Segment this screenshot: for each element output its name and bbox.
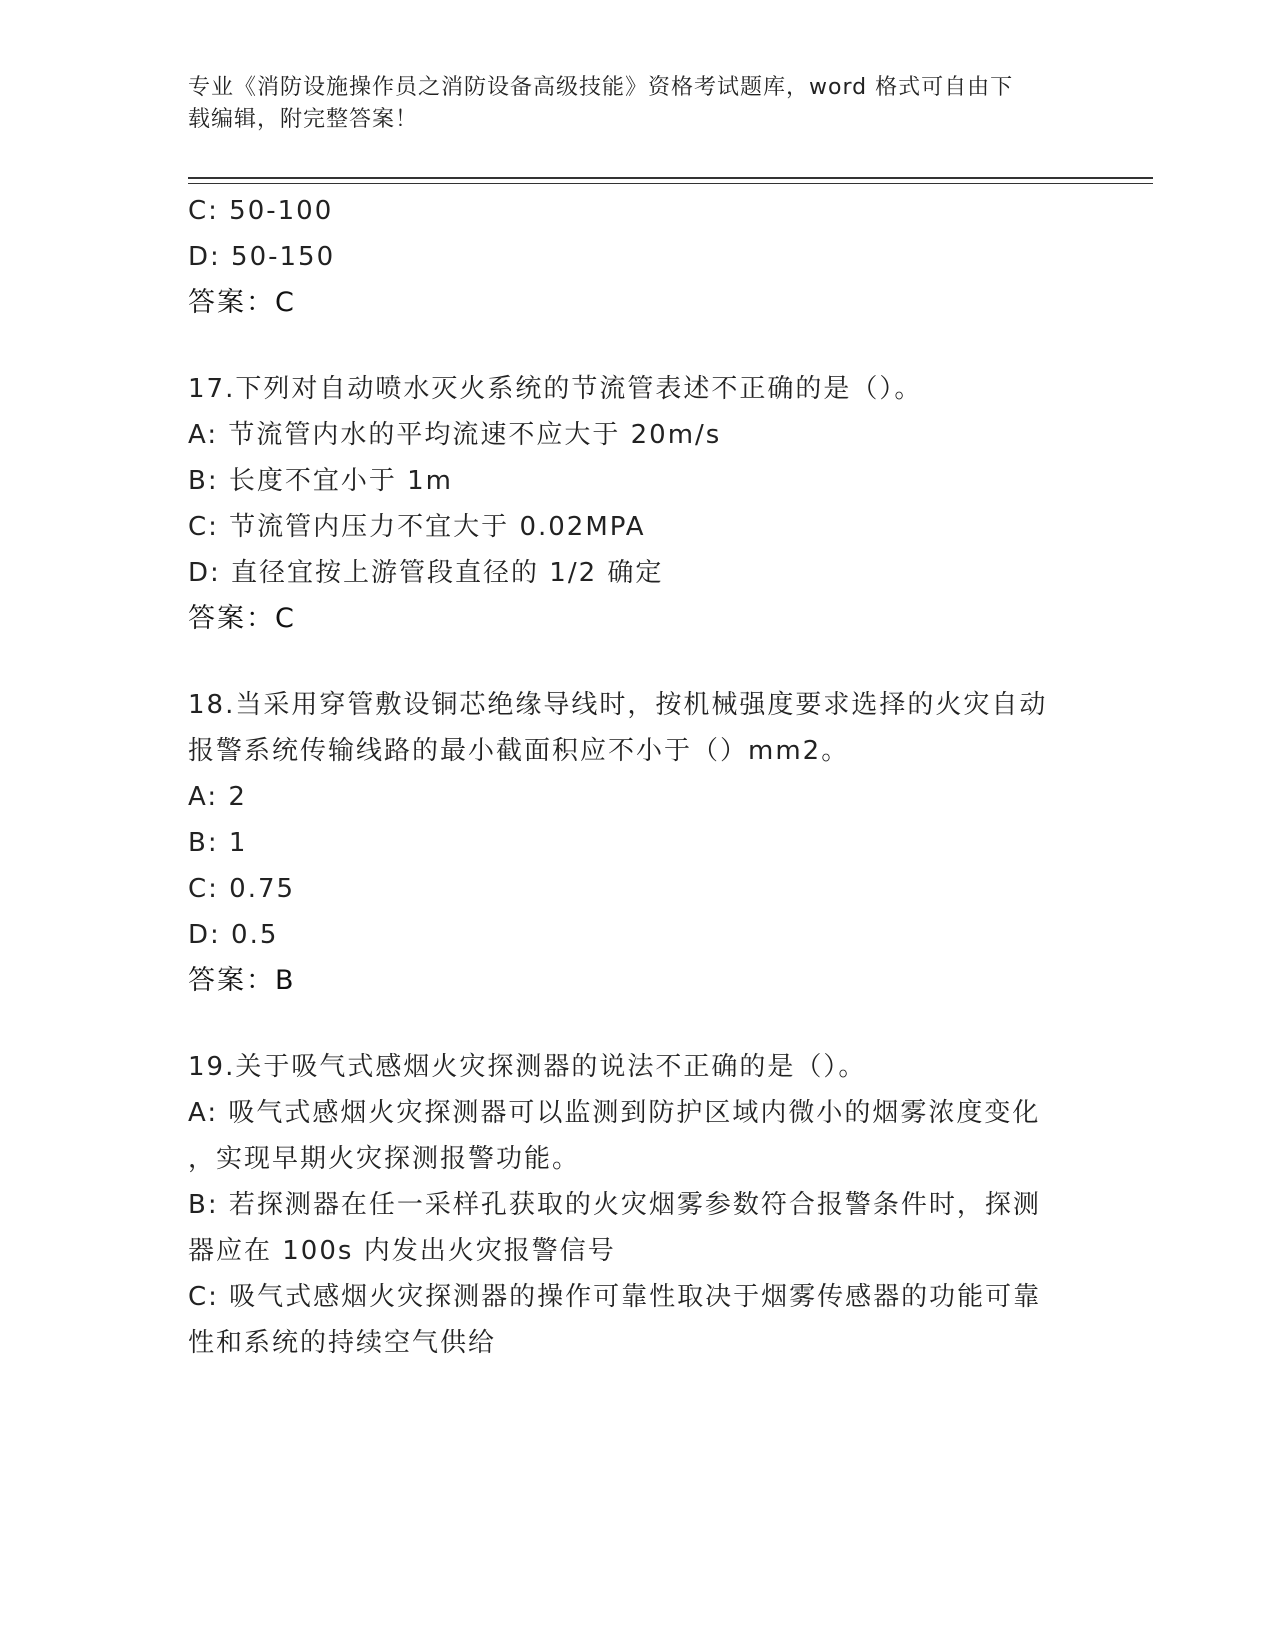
option-d: D: 0.5	[188, 920, 279, 950]
question-18	[188, 682, 1088, 1004]
option-b: B: 1	[188, 828, 248, 858]
option-a-line-1: A: 吸气式感烟火灾探测器可以监测到防护区域内微小的烟雾浓度变化	[188, 1098, 1041, 1128]
option-b-line-1: B: 若探测器在任一采样孔获取的火灾烟雾参数符合报警条件时，探测	[188, 1190, 1041, 1220]
question-text-line-1: 18.当采用穿管敷设铜芯绝缘导线时，按机械强度要求选择的火灾自动	[188, 690, 1048, 720]
option-a: A: 2	[188, 782, 247, 812]
option-c: C: 节流管内压力不宜大于 0.02MPA	[188, 512, 646, 542]
question-16-continuation	[188, 188, 1088, 326]
question-text: 19.关于吸气式感烟火灾探测器的说法不正确的是（）。	[188, 1052, 867, 1082]
header-divider-thin	[188, 183, 1153, 184]
option-a-line-2: ，实现早期火灾探测报警功能。	[188, 1144, 581, 1174]
answer-line: 答案：B	[188, 965, 296, 996]
option-c-line-1: C: 吸气式感烟火灾探测器的操作可靠性取决于烟雾传感器的功能可靠	[188, 1282, 1042, 1312]
option-c: C: 50-100	[188, 196, 334, 226]
option-b-line-2: 器应在 100s 内发出火灾报警信号	[188, 1236, 616, 1266]
question-content	[188, 188, 1088, 1366]
option-d: D: 50-150	[188, 242, 336, 272]
header-line-1: 专业《消防设施操作员之消防设备高级技能》资格考试题库，word 格式可自由下	[188, 75, 1014, 100]
option-a: A: 节流管内水的平均流速不应大于 20m/s	[188, 420, 722, 450]
question-17	[188, 366, 1088, 642]
header-line-2: 载编辑，附完整答案！	[188, 107, 419, 132]
option-d: D: 直径宜按上游管段直径的 1/2 确定	[188, 558, 664, 588]
option-b: B: 长度不宜小于 1m	[188, 466, 453, 496]
document-header	[188, 72, 1088, 136]
option-c: C: 0.75	[188, 874, 296, 904]
option-c-line-2: 性和系统的持续空气供给	[188, 1328, 497, 1358]
answer-line: 答案：C	[188, 603, 296, 634]
header-divider-thick	[188, 177, 1153, 179]
question-text: 17.下列对自动喷水灭火系统的节流管表述不正确的是（）。	[188, 374, 923, 404]
question-text-line-2: 报警系统传输线路的最小截面积应不小于（）mm2。	[188, 736, 850, 766]
question-19	[188, 1044, 1088, 1366]
answer-line: 答案：C	[188, 287, 296, 318]
